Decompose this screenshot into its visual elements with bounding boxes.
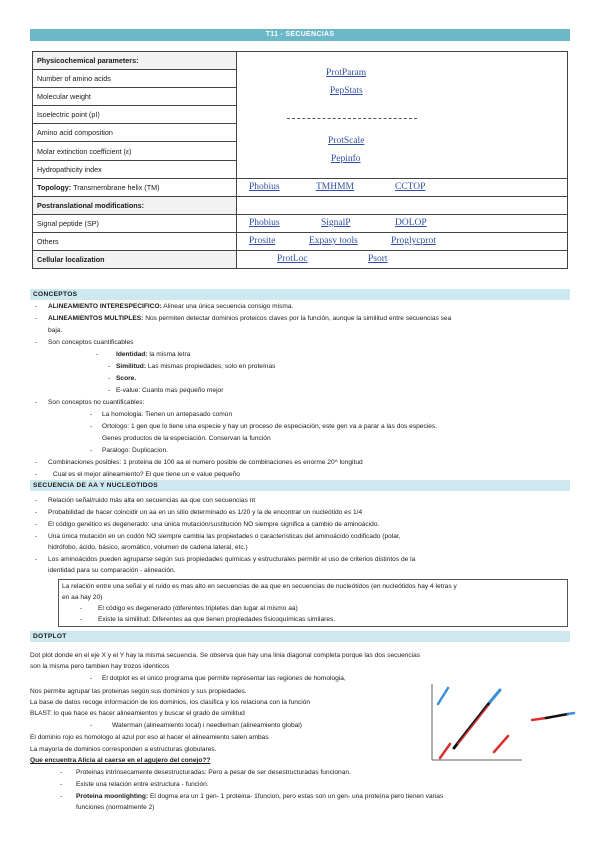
list-item: Proteinas intrinsecamente desestructuradas: Pero a pesar de ser desestructuradas funcionan. [76,769,351,776]
cctop-link[interactable]: CCTOP [395,181,426,192]
links-cell-physicochemical [237,52,568,179]
table-row-label: Molecular weight [33,88,237,106]
table-row-label: Physicochemical parameters: [33,52,237,70]
list-item: Combinaciones posibles: 1 proteina de 100 aa el numero posible de combinaciones es enorme 20^ longitud [48,459,363,466]
table-row-label: Isoelectric point (pI) [33,106,237,124]
list-item: Ortologo: 1 gen que lo tiene una especie y hay un proceso de especiación, este gen va a parar a las dos especies. [102,423,438,430]
list-item: Paralogo: Duplicacion. [102,447,168,454]
definition: Las mismas propiedades, solo en proteínas [146,363,276,370]
table-row-label: Others [33,232,237,250]
list-item: Relación señal/ruido más alta en secuencias aa que con secuencias nt [48,497,256,504]
list-item-cont: hidrófobo, ácido, básico, aromático, volumen de cadena lateral, etc.) [48,544,248,551]
list-item-cont: baja. [48,327,63,334]
protscale-link[interactable]: ProtScale [328,136,365,146]
table-row-label: Postranslational modifications: [33,196,237,214]
definition: Nos permiten detectar dominios proteicos claves por la función, aunque la similitud entre secuencias sea [143,315,452,322]
box-line: El código es degenerado (diferentes tripletes dan lugar al mismo aa) [98,605,298,612]
phobius-link-2[interactable]: Phobius [249,217,280,228]
psort-link[interactable]: Psort [368,254,388,265]
bullet: - [90,423,93,430]
list-item-cont: funciones (normalmente 2) [76,804,155,811]
table-row-label: Molar extinction coefficient (ε) [33,142,237,160]
list-item: Probabilidad de hacer coincidir un aa en un sitio determinado es 1/20 y la de encontrar un nucleótido es 1/4 [48,509,363,516]
proglycprot-link[interactable]: Proglycprot [391,235,436,246]
bullet: - [80,605,83,612]
paragraph: Nos permite agrupar las proteinas según sus dominios y sus propiedades. [30,688,247,695]
list-item: Existe una relación entre estructura - función. [76,781,209,788]
bullet: - [90,675,93,682]
list-item: Los aminoácidos pueden agruparse según sus propiedades químicas y estructurales permitir el uso de criterios distintos de la [48,556,416,563]
paragraph: Dot plot donde en el eje X y el Y hay la misma secuencia. Se observa que hay una linia diagonal completa porque las dos secuencias [30,652,421,659]
bullet: - [35,497,38,504]
bullet: - [80,616,83,623]
paragraph-cont: son la misma pero tambien hay trozos identicos [30,663,170,670]
protloc-link[interactable]: ProtLoc [277,254,308,265]
pepstats-link[interactable]: PepStats [330,86,363,96]
protparam-link[interactable]: ProtParam [326,68,367,78]
bullet: - [96,351,99,358]
section-heading-secuencia: SECUENCIA DE AA Y NUCLEOTIDOS [30,480,570,491]
bullet: - [35,303,38,310]
bullet: - [60,793,63,800]
tmhmm-link[interactable]: TMHMM [316,181,355,192]
bullet: - [60,781,63,788]
bullet: - [90,447,93,454]
bullet: - [90,411,93,418]
bullet: - [108,387,111,394]
list-item: Son conceptos cuantificables [48,339,134,346]
bullet: - [35,399,38,406]
divider-dashed [287,118,417,119]
list-item-cont: Genes productos de la especiación. Conservan la función [102,435,271,442]
table-row-label: Amino acid composition [33,124,237,142]
phobius-link[interactable]: Phobius [249,181,280,192]
list-item [116,350,190,359]
bullet: - [35,471,38,478]
list-item: Una única mutación en un codón NO siempre cambia las propiedades o características del aminoácido codificado (polar, [48,533,401,540]
table-row-label: Cellular localization [33,251,237,269]
parameters-table [32,51,568,269]
box-line: La relación entre una señal y el ruido es mas alto en secuencias de aa que en secuencias de nucleótidos (en nucleótidos hay 4 letras y [62,583,457,590]
term: Identidad: [116,351,148,358]
paragraph: El dominio rojo es homologo al azul por eso al hacer el alineamiento salen ambas [30,734,269,741]
term: Proteina moonlighting: [76,793,149,800]
dotplot-sketch [428,678,578,764]
paragraph: La mayoría de dominios corresponden a estructuras globulares. [30,746,217,753]
red-segment-bottom [440,744,450,758]
bullet: - [90,722,93,729]
links-cell-localization [237,251,568,269]
bullet: - [108,375,111,382]
links-cell-topology [237,178,568,196]
list-item: Waterman (alineamiento local) i needleman (alineamiento global) [112,722,302,729]
table-row-label [33,178,237,196]
list-item: La homologia: Tienen un antepasado común [102,411,233,418]
bullet: - [35,339,38,346]
list-item: Son conceptos no cuantificables: [48,399,145,406]
bullet: - [35,521,38,528]
paragraph: La base de datos recoge información de los dominios, los clasifica y los relaciona con la función [30,699,311,706]
blue-segment-top [438,688,448,704]
term: ALINEAMIENTOS MULTIPLES: [48,315,144,322]
blue-diagonal-end [490,690,500,702]
pepinfo-link[interactable]: Pepinfo [331,154,361,164]
list-item [76,792,443,801]
list-item: El código genético es degenerado: una única mutación/sustitución NO siempre significa a cambio de aminoácido. [48,521,380,528]
box-line: en aa hay 20) [62,594,103,601]
box-line: Existe la similitud: Diferentes aa que tienen propiedades fisicoquímicas similares. [98,616,336,623]
signalp-link[interactable]: SignalP [321,217,351,228]
list-item: E-value: Cuanto mas pequeño mejor [116,387,224,394]
links-cell-signal [237,214,568,232]
definition: El dogma era un 1 gen- 1 proteina- 1funcion, pero estas son un gen- una proteína pero tienen varias [148,793,444,800]
red-segment-right [494,736,508,752]
dolop-link[interactable]: DOLOP [395,217,427,228]
question-heading: Que encuentra Alicia al caerse en el agujero del conejo?? [30,757,211,764]
list-item: Cual es el mejor alineamiento? El que tiene un e value pequeño [53,471,240,478]
red-dash-side [532,718,546,720]
table-row-label: Hydropathicity index [33,160,237,178]
red-diagonal [458,706,488,744]
list-item: Score. [116,375,137,382]
links-cell-others [237,232,568,250]
empty-cell [237,196,568,214]
blue-dash-side [568,713,574,714]
definition: la misma letra [147,351,191,358]
bullet: - [35,459,38,466]
bullet: - [108,363,111,370]
page-title: T11 - SECUENCIAS [30,29,570,41]
bullet: - [35,556,38,563]
list-item-cont: identidad para su comparación - alineación. [48,567,176,574]
bullet: - [60,769,63,776]
bullet: - [35,509,38,516]
list-item: El dotplot es el único programa que permite representar las regiones de homologia, [102,675,346,682]
section-heading-conceptos: CONCEPTOS [30,289,570,300]
expasy-link[interactable]: Expasy tools [309,235,358,246]
table-row-label: Number of amino acids [33,70,237,88]
paragraph: BLAST: lo que hace es hacer alineamientos y buscar el grado de similitud [30,710,245,717]
prosite-link[interactable]: Prosite [249,235,276,246]
black-dash-side [546,714,568,718]
bullet: - [35,315,38,322]
definition: Alinear una única secuencia consigo misma. [161,303,294,310]
term: Similitud: [116,363,147,370]
section-heading-dotplot: DOTPLOT [30,631,570,642]
list-item [48,314,451,323]
topology-label: Topology: [37,182,72,192]
bullet: - [35,533,38,540]
term: ALINEAMIENTO INTERESPECIFICO: [48,303,162,310]
list-item [48,302,293,311]
list-item [116,362,275,371]
table-row-label: Signal peptide (SP) [33,214,237,232]
topology-sub: Transmembrane helix (TM) [71,182,160,192]
